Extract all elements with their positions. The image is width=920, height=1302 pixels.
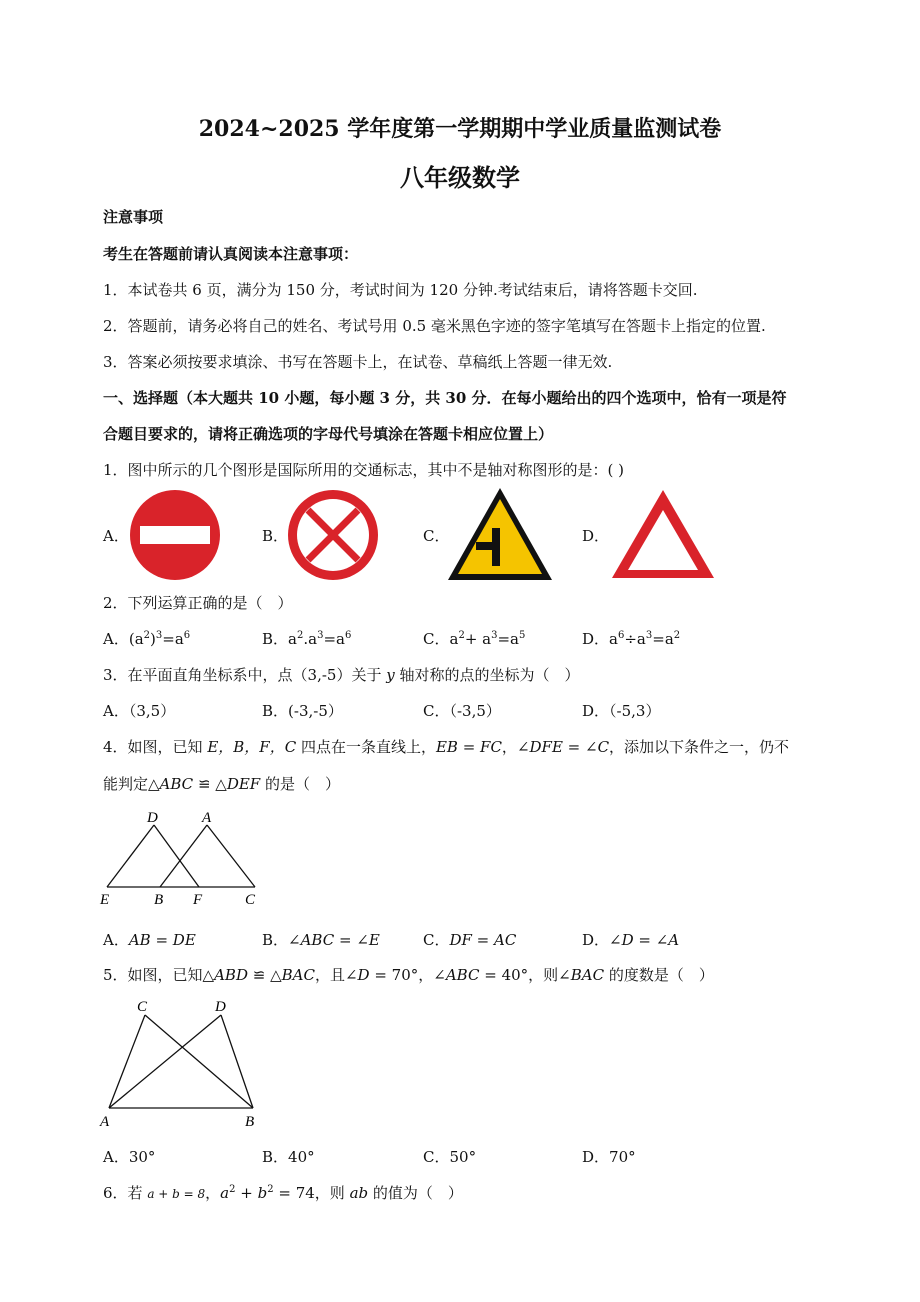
q1-option-d-label: D． xyxy=(582,527,610,545)
q4-option-a: A．AB = DE xyxy=(103,931,196,949)
t-junction-warning-sign-icon xyxy=(446,486,554,582)
question-4-stem: 4．如图，已知 E，B，F，C 四点在一条直线上，EB = FC，∠DFE = ∠C，添加以下条件之一，仍不 xyxy=(103,738,790,756)
q5-option-a: A．30° xyxy=(103,1148,156,1166)
q4-label-c: C xyxy=(245,892,256,908)
q2-option-a: A．$(a^2)^3=a^6$ xyxy=(103,630,191,648)
section-heading: 一、选择题（本大题共 10 小题，每小题 3 分，共 30 分．在每小题给出的四个选项中，恰有一项是符 xyxy=(103,389,787,407)
q4-label-b: B xyxy=(154,892,164,908)
q3-option-a: A．（3,5） xyxy=(103,702,176,720)
q5-option-d: D．70° xyxy=(582,1148,636,1166)
question-4-stem-cont: 能判定△ABC ≌ △DEF 的是（ ） xyxy=(103,775,340,793)
q4-triangle-figure xyxy=(95,805,270,910)
exam-title: 2024~2025 学年度第一学期期中学业质量监测试卷 xyxy=(198,116,722,142)
q4-option-c: C．DF = AC xyxy=(423,931,517,949)
q4-option-b: B．∠ABC = ∠E xyxy=(262,931,380,949)
exam-subtitle: 八年级数学 xyxy=(400,163,520,192)
q3-option-d: D．（-5,3） xyxy=(582,702,661,720)
q3-option-c: C．（-3,5） xyxy=(423,702,501,720)
q5-label-a: A xyxy=(100,1114,110,1130)
q5-label-b: B xyxy=(245,1114,255,1130)
no-stopping-sign-icon xyxy=(286,488,380,582)
question-1-stem: 1．图中所示的几个图形是国际所用的交通标志，其中不是轴对称图形的是：( ) xyxy=(103,461,625,479)
q4-option-d: D．∠D = ∠A xyxy=(582,931,680,949)
notice-item: 1．本试卷共 6 页，满分为 150 分，考试时间为 120 分钟.考试结束后，请将答题卡交回. xyxy=(103,281,698,299)
warning-triangle-sign-icon xyxy=(608,486,718,582)
q4-label-d: D xyxy=(147,810,158,826)
question-2-stem: 2．下列运算正确的是（ ） xyxy=(103,594,293,612)
notice-item: 3．答案必须按要求填涂、书写在答题卡上，在试卷、草稿纸上答题一律无效. xyxy=(103,353,613,371)
q5-label-c: C xyxy=(137,999,148,1015)
q1-option-b-label: B． xyxy=(262,527,289,545)
q2-option-c: C．$a^2+ a^3=a^5$ xyxy=(423,630,526,648)
no-entry-sign-icon xyxy=(128,488,222,582)
q5-label-d: D xyxy=(215,999,226,1015)
notice-heading: 注意事项 xyxy=(103,208,164,226)
notice-item: 2．答题前，请务必将自己的姓名、考试号用 0.5 毫米黑色字迹的签字笔填写在答题卡上指定的位置. xyxy=(103,317,766,335)
q5-quadrilateral-figure xyxy=(95,995,270,1130)
question-6-stem: 6．若 a + b = 8，$a^2 + b^2 = 74$，则 ab 的值为（ ） xyxy=(103,1184,463,1202)
q4-label-e: E xyxy=(100,892,110,908)
q2-option-d: D．$a^6\div a^3=a^2$ xyxy=(582,630,681,648)
q2-option-b: B．$a^2.a^3=a^6$ xyxy=(262,630,352,648)
q1-option-c-label: C． xyxy=(423,527,450,545)
q5-option-c: C．50° xyxy=(423,1148,477,1166)
q3-option-b: B．(-3,-5） xyxy=(262,702,343,720)
q4-label-f: F xyxy=(193,892,203,908)
question-5-stem: 5．如图，已知△ABD ≌ △BAC，且∠D = 70°，∠ABC = 40°，则∠BAC 的度数是（ ） xyxy=(103,966,714,984)
q1-option-a-label: A． xyxy=(103,527,129,545)
notice-subheading: 考生在答题前请认真阅读本注意事项： xyxy=(103,245,359,263)
q4-label-a: A xyxy=(202,810,212,826)
section-heading-cont: 合题目要求的，请将正确选项的字母代号填涂在答题卡相应位置上） xyxy=(103,425,554,443)
q5-option-b: B．40° xyxy=(262,1148,315,1166)
question-3-stem: 3．在平面直角坐标系中，点（3,-5）关于 y 轴对称的点的坐标为（ ） xyxy=(103,666,580,684)
